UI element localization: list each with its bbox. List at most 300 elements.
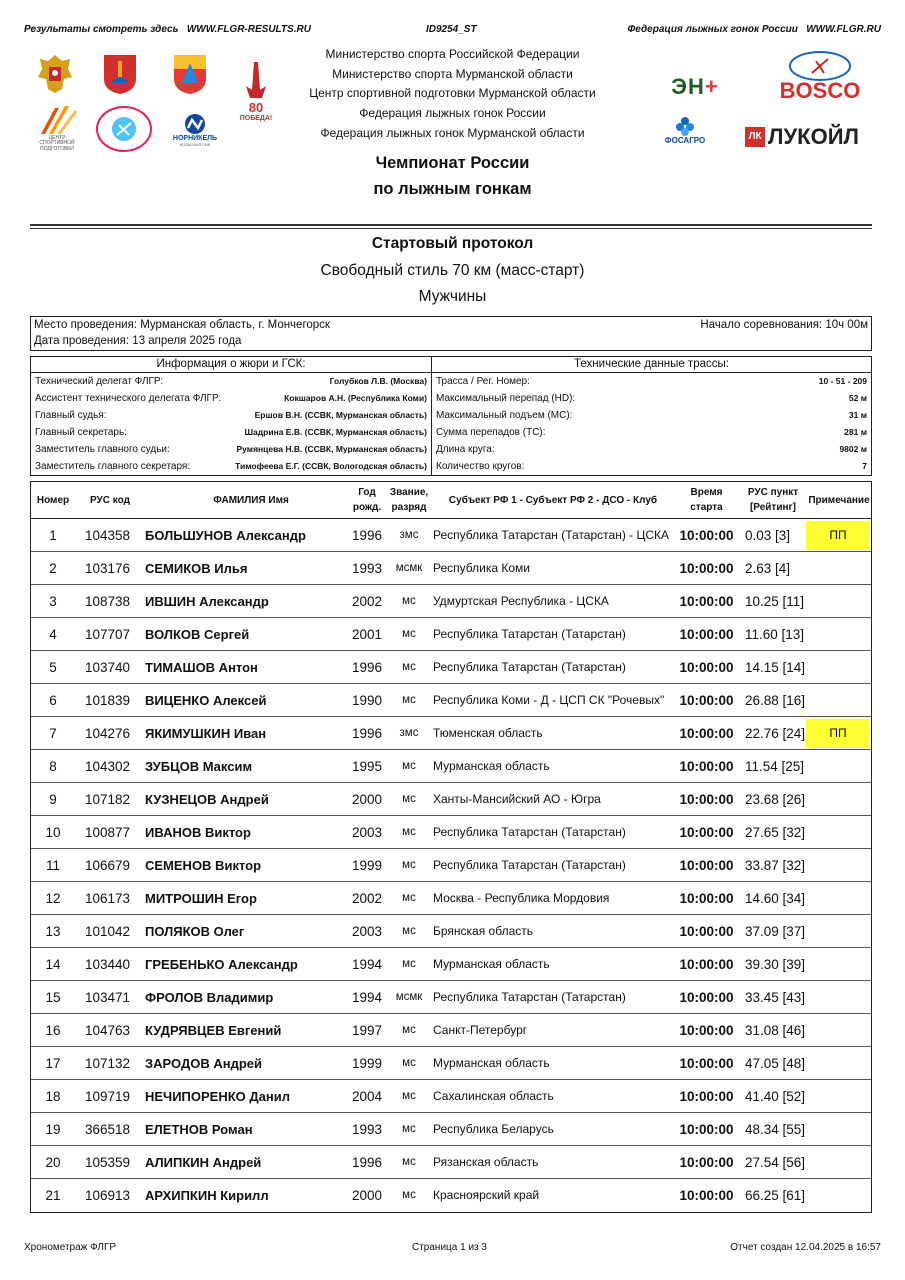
cell-start-time: 10:00:00 bbox=[679, 1056, 734, 1071]
cell-points: 22.76 [24] bbox=[745, 726, 806, 741]
cell-rus-code: 104763 bbox=[85, 1023, 131, 1038]
cell-points: 66.25 [61] bbox=[745, 1188, 806, 1203]
cell-rus-code: 101042 bbox=[85, 924, 131, 939]
track-row bbox=[432, 424, 871, 441]
jury-person: Шадрина Е.В. (ССВК, Мурманская область) bbox=[244, 427, 427, 437]
cell-points: 47.05 [48] bbox=[745, 1056, 806, 1071]
jury-person: Румянцева Н.В. (ССВК, Мурманская область) bbox=[236, 444, 427, 454]
cell-number: 10 bbox=[45, 825, 61, 840]
cell-note bbox=[806, 686, 870, 715]
cell-athlete-name: АЛИПКИН Андрей bbox=[145, 1155, 262, 1170]
cell-points: 14.15 [14] bbox=[745, 660, 806, 675]
cell-rus-code: 107182 bbox=[85, 792, 131, 807]
cell-points: 10.25 [11] bbox=[745, 594, 805, 609]
cell-note bbox=[806, 917, 870, 946]
cell-birth-year: 1999 bbox=[351, 1056, 383, 1071]
col-header-year-line2: рожд. bbox=[352, 502, 382, 513]
track-row bbox=[432, 458, 871, 475]
organizer-line: Федерация лыжных гонок Мурманской области bbox=[320, 125, 585, 140]
cell-club: Республика Татарстан (Татарстан) bbox=[433, 858, 626, 872]
cell-rus-code: 104302 bbox=[85, 759, 131, 774]
right-logos bbox=[655, 50, 875, 155]
cell-athlete-name: ПОЛЯКОВ Олег bbox=[145, 924, 245, 939]
table-row bbox=[31, 915, 871, 948]
cell-athlete-name: ТИМАШОВ Антон bbox=[145, 660, 258, 675]
cell-athlete-name: ВИЦЕНКО Алексей bbox=[145, 693, 267, 708]
jury-column bbox=[31, 357, 432, 475]
cell-rank: мс bbox=[402, 925, 416, 937]
cell-birth-year: 1996 bbox=[351, 528, 383, 543]
track-value: 31 м bbox=[848, 410, 867, 420]
venue-start-time: Начало соревнования: 10ч 00м bbox=[700, 319, 868, 331]
table-row bbox=[31, 717, 871, 750]
cell-rank: мс bbox=[402, 760, 416, 772]
cell-points: 39.30 [39] bbox=[745, 957, 806, 972]
cell-rank: мс bbox=[402, 892, 416, 904]
cell-rus-code: 107132 bbox=[85, 1056, 131, 1071]
footer-report-date: Отчет создан 12.04.2025 в 16:57 bbox=[730, 1242, 881, 1253]
venue-date: Дата проведения: 13 апреля 2025 года bbox=[34, 335, 242, 347]
cell-birth-year: 2002 bbox=[351, 594, 383, 609]
cell-number: 11 bbox=[45, 858, 60, 873]
cell-rus-code: 366518 bbox=[85, 1122, 131, 1137]
track-header: Технические данные трассы: bbox=[432, 357, 871, 373]
cell-rus-code: 103471 bbox=[85, 990, 131, 1005]
cell-note bbox=[806, 950, 870, 979]
cell-start-time: 10:00:00 bbox=[679, 594, 734, 609]
cell-birth-year: 1993 bbox=[351, 561, 383, 576]
cell-number: 19 bbox=[45, 1122, 61, 1137]
cell-note bbox=[806, 653, 870, 682]
results-link[interactable]: Результаты смотреть здесь WWW.FLGR-RESULTS.RU bbox=[24, 24, 311, 35]
cell-number: 3 bbox=[49, 594, 57, 609]
cell-note bbox=[806, 851, 870, 880]
cell-rus-code: 103440 bbox=[85, 957, 131, 972]
jury-row bbox=[31, 373, 431, 390]
jury-row bbox=[31, 441, 431, 458]
cell-birth-year: 1995 bbox=[351, 759, 383, 774]
jury-person: Ершов В.Н. (ССВК, Мурманская область) bbox=[254, 410, 427, 420]
cell-rank: мс bbox=[402, 793, 416, 805]
cell-club: Москва - Республика Мордовия bbox=[433, 891, 610, 905]
cell-birth-year: 2003 bbox=[351, 924, 383, 939]
jury-header: Информация о жюри и ГСК: bbox=[31, 357, 431, 373]
document-id: ID9254_ST bbox=[426, 24, 477, 35]
cell-rank: мсмк bbox=[395, 562, 423, 574]
col-header-rank-line2: разряд bbox=[391, 502, 427, 513]
cell-note: ПП bbox=[806, 521, 870, 550]
table-row bbox=[31, 585, 871, 618]
col-header-points-line1: РУС пункт bbox=[747, 487, 799, 498]
jury-role: Главный судья: bbox=[35, 410, 107, 421]
table-row bbox=[31, 981, 871, 1014]
track-value: 281 м bbox=[844, 427, 867, 437]
cell-start-time: 10:00:00 bbox=[679, 528, 734, 543]
cell-rus-code: 106173 bbox=[85, 891, 131, 906]
cell-rank: мс bbox=[402, 1123, 416, 1135]
cell-athlete-name: ЗАРОДОВ Андрей bbox=[145, 1056, 262, 1071]
cell-club: Республика Коми bbox=[433, 561, 530, 575]
cell-rank: мс bbox=[402, 826, 416, 838]
cell-athlete-name: ГРЕБЕНЬКО Александр bbox=[145, 957, 298, 972]
cell-start-time: 10:00:00 bbox=[679, 1122, 734, 1137]
cell-start-time: 10:00:00 bbox=[679, 825, 734, 840]
organizer-line: Федерация лыжных гонок России bbox=[359, 106, 546, 121]
cell-start-time: 10:00:00 bbox=[679, 858, 734, 873]
venue-place: Место проведения: Мурманская область, г. Мончегорск bbox=[34, 319, 330, 331]
cell-start-time: 10:00:00 bbox=[679, 627, 734, 642]
championship-line: по лыжным гонкам bbox=[373, 180, 532, 198]
cell-start-time: 10:00:00 bbox=[679, 990, 734, 1005]
organizer-line: Министерство спорта Российской Федерации bbox=[325, 47, 580, 61]
track-row bbox=[432, 390, 871, 407]
cell-number: 20 bbox=[45, 1155, 61, 1170]
track-param: Максимальный подъем (MC): bbox=[436, 410, 573, 421]
cell-note bbox=[806, 587, 870, 616]
cell-birth-year: 2000 bbox=[351, 792, 383, 807]
cell-rus-code: 106679 bbox=[85, 858, 131, 873]
cell-note bbox=[806, 818, 870, 847]
cell-points: 37.09 [37] bbox=[745, 924, 806, 939]
col-header-note: Примечание bbox=[808, 495, 870, 506]
cell-birth-year: 1996 bbox=[351, 726, 383, 741]
cell-athlete-name: КУЗНЕЦОВ Андрей bbox=[145, 792, 269, 807]
cell-athlete-name: МИТРОШИН Егор bbox=[145, 891, 257, 906]
cell-number: 16 bbox=[45, 1023, 61, 1038]
cell-rus-code: 103740 bbox=[85, 660, 131, 675]
organizer-line: Центр спортивной подготовки Мурманской области bbox=[309, 86, 596, 101]
cell-start-time: 10:00:00 bbox=[679, 1188, 734, 1203]
cell-note bbox=[806, 785, 870, 814]
double-divider bbox=[30, 224, 872, 229]
cell-points: 27.65 [32] bbox=[745, 825, 806, 840]
protocol-discipline: Свободный стиль 70 км (масс-старт) bbox=[320, 262, 585, 279]
col-header-time-line1: Время bbox=[690, 487, 723, 498]
jury-row bbox=[31, 407, 431, 424]
track-value: 10 - 51 - 209 bbox=[818, 376, 867, 386]
jury-row bbox=[31, 424, 431, 441]
table-row bbox=[31, 1146, 871, 1179]
cell-number: 12 bbox=[45, 891, 61, 906]
cell-athlete-name: ИВШИН Александр bbox=[145, 594, 269, 609]
cell-number: 18 bbox=[45, 1089, 61, 1104]
cell-rus-code: 105359 bbox=[85, 1155, 131, 1170]
cell-note bbox=[806, 752, 870, 781]
cell-birth-year: 1997 bbox=[351, 1023, 383, 1038]
left-logos bbox=[32, 50, 282, 155]
cell-rank: мс bbox=[402, 859, 416, 871]
table-header bbox=[31, 482, 871, 519]
cell-start-time: 10:00:00 bbox=[679, 1023, 734, 1038]
cell-club: Рязанская область bbox=[433, 1155, 539, 1169]
championship-line: Чемпионат России bbox=[375, 154, 530, 172]
cell-rus-code: 106913 bbox=[85, 1188, 131, 1203]
cell-rus-code: 108738 bbox=[85, 594, 131, 609]
cell-rus-code: 109719 bbox=[85, 1089, 131, 1104]
cell-birth-year: 1996 bbox=[351, 1155, 383, 1170]
cell-athlete-name: КУДРЯВЦЕВ Евгений bbox=[145, 1023, 282, 1038]
cell-rank: мс bbox=[402, 1090, 416, 1102]
cell-club: Республика Татарстан (Татарстан) bbox=[433, 627, 626, 641]
cell-start-time: 10:00:00 bbox=[679, 1155, 734, 1170]
track-row bbox=[432, 407, 871, 424]
cell-athlete-name: БОЛЬШУНОВ Александр bbox=[145, 528, 306, 543]
bosco-flgr-logo-icon: BOSCO bbox=[765, 50, 875, 102]
table-row bbox=[31, 783, 871, 816]
cell-rus-code: 101839 bbox=[85, 693, 131, 708]
cell-rus-code: 107707 bbox=[85, 627, 131, 642]
venue-box bbox=[30, 316, 872, 351]
table-row bbox=[31, 849, 871, 882]
footer-page-number: Страница 1 из 3 bbox=[412, 1242, 487, 1253]
table-row bbox=[31, 552, 871, 585]
jury-track-box bbox=[30, 356, 872, 476]
page-footer bbox=[24, 1242, 881, 1256]
cell-note bbox=[806, 1082, 870, 1111]
cell-note bbox=[806, 1049, 870, 1078]
col-header-start-time bbox=[679, 485, 734, 515]
cell-rank: мс bbox=[402, 661, 416, 673]
cell-club: Мурманская область bbox=[433, 759, 550, 773]
cell-start-time: 10:00:00 bbox=[679, 891, 734, 906]
cell-note: ПП bbox=[806, 719, 870, 748]
track-value: 52 м bbox=[848, 393, 867, 403]
cell-points: 11.60 [13] bbox=[745, 627, 805, 642]
table-row bbox=[31, 651, 871, 684]
cell-birth-year: 2004 bbox=[351, 1089, 383, 1104]
cell-number: 13 bbox=[45, 924, 61, 939]
snowflake-club-logo-icon bbox=[94, 104, 154, 154]
cell-rank: змс bbox=[399, 727, 419, 739]
protocol-gender: Мужчины bbox=[418, 288, 487, 305]
cell-note bbox=[806, 884, 870, 913]
nornickel-logo-icon: НОРНИКЕЛЬ КОЛЬСКАЯ ГМК bbox=[160, 106, 230, 154]
col-header-year bbox=[347, 485, 387, 515]
cell-birth-year: 2002 bbox=[351, 891, 383, 906]
jury-role: Главный секретарь: bbox=[35, 427, 127, 438]
cell-start-time: 10:00:00 bbox=[679, 792, 734, 807]
cell-athlete-name: ФРОЛОВ Владимир bbox=[145, 990, 274, 1005]
cell-note bbox=[806, 554, 870, 583]
cell-points: 26.88 [16] bbox=[745, 693, 806, 708]
cell-club: Красноярский край bbox=[433, 1188, 540, 1202]
track-param: Сумма перепадов (TC): bbox=[436, 427, 546, 438]
cell-start-time: 10:00:00 bbox=[679, 693, 734, 708]
table-body bbox=[31, 519, 871, 1212]
cell-rank: мс bbox=[402, 595, 416, 607]
lukoil-logo-icon: ЛК ЛУКОЙЛ bbox=[729, 124, 875, 150]
track-param: Длина круга: bbox=[436, 444, 495, 455]
table-row bbox=[31, 948, 871, 981]
protocol-title: Стартовый протокол bbox=[371, 235, 534, 252]
table-row bbox=[31, 519, 871, 552]
cell-start-time: 10:00:00 bbox=[679, 957, 734, 972]
col-header-year-line1: Год bbox=[358, 487, 376, 498]
table-row bbox=[31, 882, 871, 915]
table-row bbox=[31, 1014, 871, 1047]
cell-rank: мс bbox=[402, 958, 416, 970]
cell-athlete-name: ЗУБЦОВ Максим bbox=[145, 759, 253, 774]
cell-birth-year: 1996 bbox=[351, 660, 383, 675]
cell-start-time: 10:00:00 bbox=[679, 726, 734, 741]
cell-note bbox=[806, 620, 870, 649]
cell-points: 14.60 [34] bbox=[745, 891, 806, 906]
cell-athlete-name: АРХИПКИН Кирилл bbox=[145, 1188, 269, 1203]
jury-person: Кокшаров А.Н. (Республика Коми) bbox=[284, 393, 427, 403]
cell-club: Республика Татарстан (Татарстан) bbox=[433, 825, 626, 839]
col-header-points-line2: [Рейтинг] bbox=[749, 502, 797, 513]
cell-athlete-name: СЕМЕНОВ Виктор bbox=[145, 858, 262, 873]
cell-birth-year: 1999 bbox=[351, 858, 383, 873]
track-value: 7 bbox=[862, 461, 867, 471]
csp-logo-icon: ЦЕНТР СПОРТИВНОЙ ПОДГОТОВКИ bbox=[32, 102, 82, 154]
cell-start-time: 10:00:00 bbox=[679, 1089, 734, 1104]
cell-birth-year: 1994 bbox=[351, 957, 383, 972]
cell-number: 17 bbox=[45, 1056, 61, 1071]
cell-athlete-name: НЕЧИПОРЕНКО Данил bbox=[145, 1089, 290, 1104]
cell-points: 0.03 [3] bbox=[745, 528, 791, 543]
track-param: Максимальный перепад (HD): bbox=[436, 393, 576, 404]
footer-timing: Хронометраж ФЛГР bbox=[24, 1242, 117, 1253]
jury-role: Заместитель главного секретаря: bbox=[35, 461, 191, 472]
cell-club: Мурманская область bbox=[433, 1056, 550, 1070]
cell-note bbox=[806, 1016, 870, 1045]
cell-club: Тюменская область bbox=[433, 726, 543, 740]
jury-row bbox=[31, 390, 431, 407]
cell-athlete-name: ВОЛКОВ Сергей bbox=[145, 627, 250, 642]
cell-number: 15 bbox=[45, 990, 61, 1005]
svg-text:80: 80 bbox=[248, 100, 264, 115]
track-column bbox=[432, 357, 871, 475]
cell-points: 48.34 [55] bbox=[745, 1122, 806, 1137]
cell-club: Мурманская область bbox=[433, 957, 550, 971]
col-header-points bbox=[739, 485, 807, 515]
cell-points: 11.54 [25] bbox=[745, 759, 805, 774]
table-row bbox=[31, 684, 871, 717]
coat-of-arms-murmansk-icon bbox=[100, 52, 140, 96]
cell-club: Республика Татарстан (Татарстан) - ЦСКА bbox=[433, 528, 670, 542]
cell-rank: мс bbox=[402, 1156, 416, 1168]
top-header-line bbox=[24, 24, 881, 40]
jury-role: Технический делегат ФЛГР: bbox=[35, 376, 164, 387]
cell-note bbox=[806, 1148, 870, 1177]
cell-number: 7 bbox=[49, 726, 57, 741]
cell-club: Удмуртская Республика - ЦСКА bbox=[433, 594, 609, 608]
start-list-table bbox=[30, 481, 872, 1213]
cell-number: 9 bbox=[49, 792, 57, 807]
cell-athlete-name: ЕЛЕТНОВ Роман bbox=[145, 1122, 253, 1137]
col-header-rank-line1: Звание, bbox=[389, 487, 429, 498]
cell-club: Брянская область bbox=[433, 924, 533, 938]
cell-birth-year: 2000 bbox=[351, 1188, 383, 1203]
phosagro-logo-icon: ФОСАГРО bbox=[655, 110, 715, 150]
cell-rank: мсмк bbox=[395, 991, 423, 1003]
cell-number: 8 bbox=[49, 759, 57, 774]
cell-number: 2 bbox=[49, 561, 57, 576]
col-header-number: Номер bbox=[36, 495, 70, 506]
track-param: Трасса / Рег. Номер: bbox=[436, 376, 530, 387]
cell-athlete-name: ЯКИМУШКИН Иван bbox=[145, 726, 267, 741]
track-row bbox=[432, 441, 871, 458]
cell-birth-year: 1990 bbox=[351, 693, 383, 708]
cell-rus-code: 103176 bbox=[85, 561, 131, 576]
jury-person: Тимофеева Е.Г. (ССВК, Вологодская область) bbox=[235, 461, 427, 471]
cell-rank: мс bbox=[402, 628, 416, 640]
col-header-name: ФАМИЛИЯ Имя bbox=[213, 495, 289, 506]
table-row bbox=[31, 816, 871, 849]
jury-role: Заместитель главного судьи: bbox=[35, 444, 170, 455]
cell-birth-year: 1993 bbox=[351, 1122, 383, 1137]
jury-row bbox=[31, 458, 431, 475]
cell-club: Республика Татарстан (Татарстан) bbox=[433, 660, 626, 674]
cell-club: Республика Татарстан (Татарстан) bbox=[433, 990, 626, 1004]
cell-note bbox=[806, 983, 870, 1012]
coat-of-arms-monchegorsk-icon bbox=[170, 52, 210, 96]
federation-link[interactable]: Федерация лыжных гонок России WWW.FLGR.RU bbox=[627, 24, 881, 35]
cell-points: 2.63 [4] bbox=[745, 561, 791, 576]
cell-points: 33.87 [32] bbox=[745, 858, 806, 873]
jury-person: Голубков Л.В. (Москва) bbox=[329, 376, 427, 386]
cell-points: 27.54 [56] bbox=[745, 1155, 806, 1170]
cell-rank: мс bbox=[402, 1057, 416, 1069]
cell-birth-year: 2003 bbox=[351, 825, 383, 840]
cell-rank: мс bbox=[402, 694, 416, 706]
cell-club: Ханты-Мансийский АО - Югра bbox=[433, 792, 601, 806]
table-row bbox=[31, 1047, 871, 1080]
coat-of-arms-russia-icon bbox=[32, 50, 78, 96]
cell-number: 1 bbox=[49, 528, 57, 543]
cell-number: 6 bbox=[49, 693, 57, 708]
cell-club: Республика Беларусь bbox=[433, 1122, 554, 1136]
championship-title bbox=[260, 150, 645, 202]
cell-rus-code: 104276 bbox=[85, 726, 131, 741]
table-row bbox=[31, 618, 871, 651]
table-row bbox=[31, 750, 871, 783]
table-row bbox=[31, 1080, 871, 1113]
cell-club: Санкт-Петербург bbox=[433, 1023, 528, 1037]
cell-club: Сахалинская область bbox=[433, 1089, 554, 1103]
cell-rank: мс bbox=[402, 1024, 416, 1036]
cell-birth-year: 2001 bbox=[351, 627, 383, 642]
cell-points: 23.68 [26] bbox=[745, 792, 806, 807]
col-header-rank bbox=[387, 485, 431, 515]
jury-role: Ассистент технического делегата ФЛГР: bbox=[35, 393, 222, 404]
cell-points: 33.45 [43] bbox=[745, 990, 806, 1005]
cell-start-time: 10:00:00 bbox=[679, 759, 734, 774]
cell-start-time: 10:00:00 bbox=[679, 924, 734, 939]
cell-rus-code: 104358 bbox=[85, 528, 131, 543]
cell-note bbox=[806, 1115, 870, 1144]
cell-birth-year: 1994 bbox=[351, 990, 383, 1005]
cell-athlete-name: ИВАНОВ Виктор bbox=[145, 825, 251, 840]
en-plus-logo-icon: ЭН+ bbox=[671, 73, 719, 99]
cell-number: 14 bbox=[45, 957, 61, 972]
cell-points: 31.08 [46] bbox=[745, 1023, 806, 1038]
col-header-rus-code: РУС код bbox=[90, 495, 130, 506]
cell-club: Республика Коми - Д - ЦСП СК "Рочевых" bbox=[433, 693, 665, 707]
table-row bbox=[31, 1113, 871, 1146]
cell-athlete-name: СЕМИКОВ Илья bbox=[145, 561, 248, 576]
cell-note bbox=[806, 1181, 870, 1210]
organizer-line: Министерство спорта Мурманской области bbox=[332, 66, 573, 81]
col-header-club: Субъект РФ 1 - Субъект РФ 2 - ДСО - Клуб bbox=[448, 495, 658, 506]
organizers-list bbox=[260, 45, 645, 144]
cell-number: 4 bbox=[49, 627, 57, 642]
svg-text:ПОБЕДА!: ПОБЕДА! bbox=[239, 115, 273, 122]
col-header-time-line2: старта bbox=[690, 502, 723, 513]
track-value: 9802 м bbox=[839, 444, 867, 454]
track-param: Количество кругов: bbox=[436, 461, 525, 472]
